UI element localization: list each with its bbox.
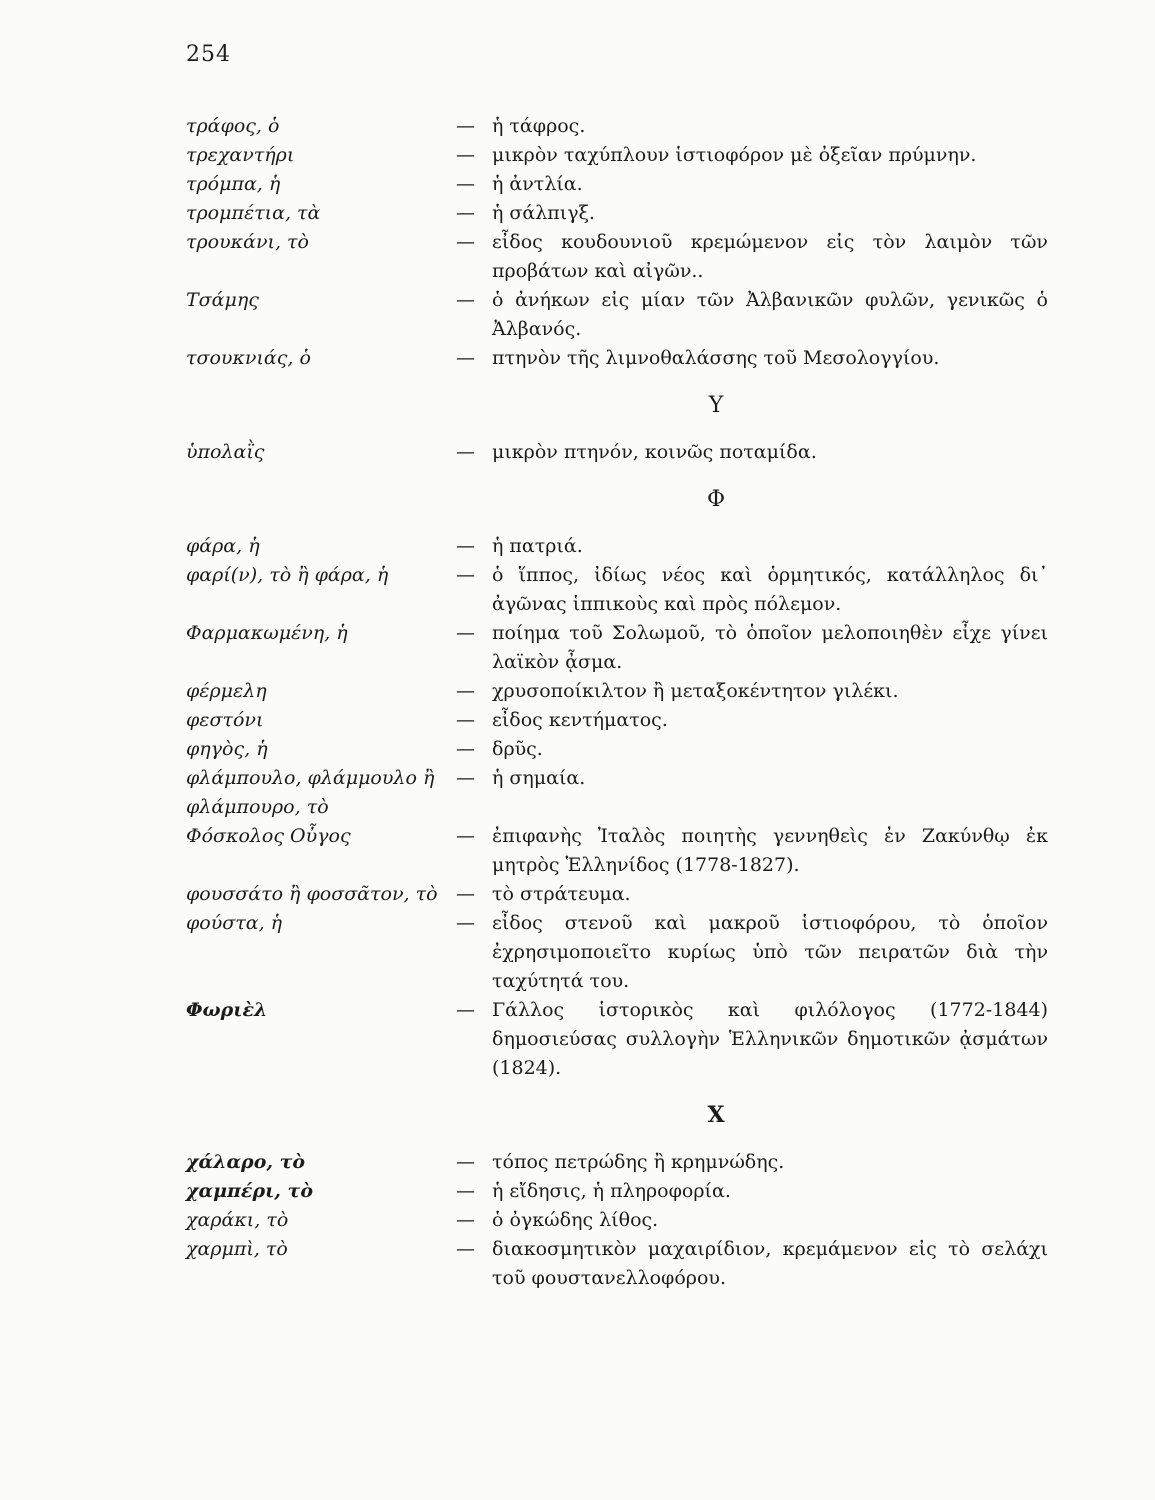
glossary-entry <box>186 1206 1066 1235</box>
entry-dash: — <box>456 564 475 586</box>
entry-dash: — <box>456 680 475 702</box>
entry-definition: τὸ στράτευμα. <box>492 883 631 905</box>
entry-term: τρουκάνι, τὸ <box>186 231 309 253</box>
entry-definition: ἡ πατριά. <box>492 535 583 557</box>
entry-definition: ὁ ἵππος, ἰδίως νέος καὶ ὁρμητικός, κατάλληλος δι᾿ ἀγῶνας ἱππικοὺς καὶ πρὸς πόλεμον. <box>492 564 1048 615</box>
glossary-entry <box>186 1235 1066 1293</box>
entry-definition: χρυσοποίκιλτον ἢ μεταξοκέντητον γιλέκι. <box>492 680 899 702</box>
entry-term: χαρμπὶ, τὸ <box>186 1238 288 1260</box>
entry-definition: τόπος πετρώδης ἢ κρημνώδης. <box>492 1151 785 1173</box>
glossary-entry <box>186 996 1066 1083</box>
entry-definition: ἡ ἀντλία. <box>492 173 583 195</box>
glossary-entry <box>186 344 1066 373</box>
entry-dash: — <box>456 1209 475 1231</box>
entry-dash: — <box>456 883 475 905</box>
section-phi <box>186 532 1066 1083</box>
entry-dash: — <box>456 173 475 195</box>
entry-definition: ἡ τάφρος. <box>492 115 586 137</box>
entry-definition: ὁ ὀγκώδης λίθος. <box>492 1209 659 1231</box>
section-heading-upsilon: Υ <box>708 393 724 418</box>
entry-definition: Γάλλος ἱστορικὸς καὶ φιλόλογος (1772-1844) δημοσιεύσας συλλογὴν Ἑλληνικῶν δημοτικῶν ᾀσμάτων (1824). <box>492 999 1048 1079</box>
glossary-entry <box>186 1148 1066 1177</box>
entry-definition: εἶδος κουδουνιοῦ κρεμώμενον εἰς τὸν λαιμὸν τῶν προβάτων καὶ αἰγῶν.. <box>492 231 1048 282</box>
section-tau <box>186 112 1066 373</box>
glossary-entry <box>186 1177 1066 1206</box>
entry-dash: — <box>456 738 475 760</box>
entry-term: φεστόνι <box>186 709 264 731</box>
entry-definition: εἶδος στενοῦ καὶ μακροῦ ἱστιοφόρου, τὸ ὁποῖον ἐχρησιμοποιεῖτο κυρίως ὑπὸ τῶν πειρατῶν διὰ τὴν ταχύτητά του. <box>492 912 1048 992</box>
section-heading-chi: Χ <box>707 1102 725 1128</box>
glossary-entry <box>186 880 1066 909</box>
glossary-entry <box>186 619 1066 677</box>
entry-dash: — <box>456 825 475 847</box>
glossary-entry <box>186 141 1066 170</box>
entry-term: τρεχαντήρι <box>186 144 295 166</box>
entry-dash: — <box>456 441 475 463</box>
entry-definition: πτηνὸν τῆς λιμνοθαλάσσης τοῦ Μεσολογγίου. <box>492 347 940 369</box>
entry-term: Τσάμης <box>186 289 259 311</box>
entry-dash: — <box>456 622 475 644</box>
entry-definition: ἡ εἴδησις, ἡ πληροφορία. <box>492 1180 731 1202</box>
glossary-entry <box>186 532 1066 561</box>
entry-term: τράφος, ὁ <box>186 115 280 137</box>
glossary-entry <box>186 822 1066 880</box>
glossary-entry <box>186 112 1066 141</box>
entry-term: φηγὸς, ἡ <box>186 738 268 760</box>
entry-dash: — <box>456 144 475 166</box>
entry-term: χαράκι, τὸ <box>186 1209 289 1231</box>
entry-dash: — <box>456 1238 475 1260</box>
entry-dash: — <box>456 999 475 1021</box>
entry-dash: — <box>456 1180 475 1202</box>
entry-definition: ἡ σημαία. <box>492 767 586 789</box>
entry-dash: — <box>456 231 475 253</box>
entry-definition: ἐπιφανὴς Ἰταλὸς ποιητὴς γεννηθεὶς ἐν Ζακύνθῳ ἐκ μητρὸς Ἑλληνίδος (1778-1827). <box>492 825 1048 876</box>
entry-definition: ὁ ἀνήκων εἰς μίαν τῶν Ἀλβανικῶν φυλῶν, γενικῶς ὁ Ἀλβανός. <box>492 289 1048 340</box>
entry-dash: — <box>456 115 475 137</box>
entry-term: φούστα, ἡ <box>186 912 283 934</box>
entry-term: τρόμπα, ἡ <box>186 173 281 195</box>
entry-term: τσουκνιάς, ὁ <box>186 347 311 369</box>
glossary <box>186 112 1066 1293</box>
entry-term: Φόσκολος Οὖγος <box>186 825 351 847</box>
glossary-entry <box>186 735 1066 764</box>
glossary-entry <box>186 706 1066 735</box>
entry-term: χάλαρο, τὸ <box>186 1151 306 1173</box>
entry-dash: — <box>456 912 475 934</box>
glossary-entry <box>186 170 1066 199</box>
entry-dash: — <box>456 347 475 369</box>
glossary-entry <box>186 909 1066 996</box>
entry-term: χαμπέρι, τὸ <box>186 1180 313 1202</box>
glossary-entry <box>186 286 1066 344</box>
entry-definition: διακοσμητικὸν μαχαιρίδιον, κρεμάμενον εἰς τὸ σελάχι τοῦ φουστανελλοφόρου. <box>492 1238 1048 1289</box>
page-number: 254 <box>186 42 231 67</box>
section-upsilon <box>186 438 1066 467</box>
entry-definition: ποίημα τοῦ Σολωμοῦ, τὸ ὁποῖον μελοποιηθὲν εἶχε γίνει λαϊκὸν ᾆσμα. <box>492 622 1048 673</box>
entry-term: Φωριὲλ <box>186 999 268 1021</box>
entry-term: φλάμπουλο, φλάμμουλο ἢ φλάμπουρο, τὸ <box>186 767 435 818</box>
entry-dash: — <box>456 202 475 224</box>
glossary-entry <box>186 561 1066 619</box>
entry-definition: ἡ σάλπιγξ. <box>492 202 596 224</box>
section-heading-phi: Φ <box>706 487 726 512</box>
section-chi <box>186 1148 1066 1293</box>
entry-definition: μικρὸν ταχύπλουν ἱστιοφόρον μὲ ὀξεῖαν πρύμνην. <box>492 144 977 166</box>
glossary-entry <box>186 228 1066 286</box>
entry-term: Φαρμακωμένη, ἡ <box>186 622 348 644</box>
entry-term: φαρί(ν), τὸ ἢ φάρα, ἡ <box>186 564 389 586</box>
glossary-entry <box>186 677 1066 706</box>
entry-dash: — <box>456 289 475 311</box>
entry-dash: — <box>456 1151 475 1173</box>
entry-term: τρομπέτια, τὰ <box>186 202 321 224</box>
entry-dash: — <box>456 767 475 789</box>
glossary-entry <box>186 438 1066 467</box>
entry-term: φουσσάτο ἢ φοσσᾶτον, τὸ <box>186 883 438 905</box>
entry-definition: εἶδος κεντήματος. <box>492 709 668 731</box>
entry-term: ὑπολαῒς <box>186 441 265 463</box>
entry-definition: δρῦς. <box>492 738 543 760</box>
entry-dash: — <box>456 709 475 731</box>
entry-term: φέρμελη <box>186 680 267 702</box>
entry-dash: — <box>456 535 475 557</box>
glossary-entry <box>186 764 1066 822</box>
glossary-entry <box>186 199 1066 228</box>
entry-definition: μικρὸν πτηνόν, κοινῶς ποταμίδα. <box>492 441 817 463</box>
entry-term: φάρα, ἡ <box>186 535 260 557</box>
